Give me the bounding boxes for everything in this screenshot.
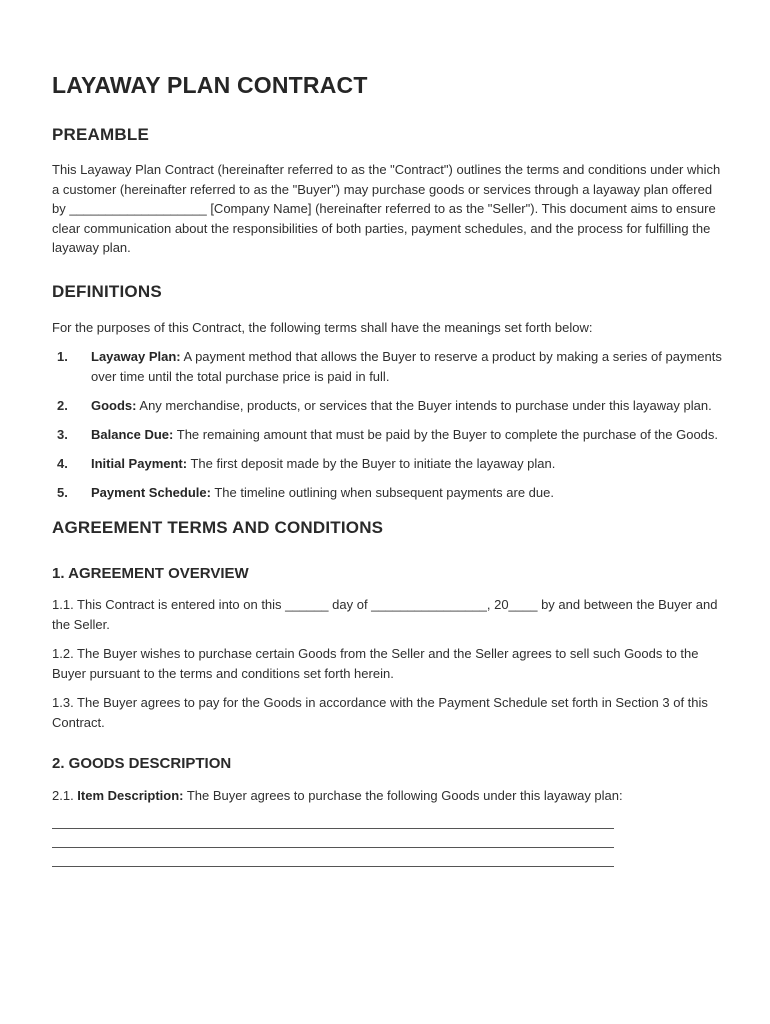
definition-term: Goods:	[91, 397, 137, 413]
definition-text: A payment method that allows the Buyer to reserve a product by making a series of payments over time until the total purchase price is paid in full.	[91, 349, 722, 384]
definition-number: 3.	[57, 426, 68, 442]
preamble-heading: PREAMBLE	[52, 125, 149, 144]
definition-item	[52, 347, 722, 386]
contract-page	[52, 70, 722, 867]
clause-term: Item Description:	[77, 788, 184, 803]
definition-item	[52, 425, 722, 445]
clause-1-1: 1.1. This Contract is entered into on this ______ day of ________________, 20____ by and between the Buyer and the Seller.	[52, 597, 718, 632]
clause-number: 2.1.	[52, 788, 78, 803]
definition-term: Initial Payment:	[91, 455, 188, 471]
goods-description-heading: 2. GOODS DESCRIPTION	[52, 755, 232, 772]
preamble-text: This Layaway Plan Contract (hereinafter referred to as the "Contract") outlines the terms and conditions under which a customer (hereinafter referred to as the "Buyer") may purchase goods or services through a layaway plan offered by ___________________ [Company Name] (hereinafter referred to as the "Seller"). This document aims to ensure clear communication about the responsibilities of both parties, payment schedules, and the process for fulfilling the layaway plan.	[52, 162, 721, 255]
definition-term: Balance Due:	[91, 426, 174, 442]
definition-term: Layaway Plan:	[91, 349, 181, 364]
definitions-heading: DEFINITIONS	[52, 281, 162, 301]
clause-2-1	[52, 786, 722, 806]
clause-1-3: 1.3. The Buyer agrees to pay for the Goods in accordance with the Payment Schedule set forth in Section 3 of this Contract.	[52, 695, 708, 730]
definitions-intro: For the purposes of this Contract, the following terms shall have the meanings set forth below:	[52, 319, 593, 335]
definition-number: 1.	[57, 349, 68, 364]
definition-text: The timeline outlining when subsequent payments are due.	[210, 484, 554, 500]
definition-number: 5.	[57, 484, 68, 500]
definition-item	[52, 454, 722, 474]
definition-text: The remaining amount that must be paid by the Buyer to complete the purchase of the Goods.	[173, 426, 719, 442]
definition-number: 4.	[57, 455, 68, 471]
definitions-list	[52, 347, 722, 502]
clause-text: The Buyer agrees to purchase the following Goods under this layaway plan:	[183, 788, 623, 803]
clause-1-2: 1.2. The Buyer wishes to purchase certain Goods from the Seller and the Seller agrees to sell such Goods to the Buyer pursuant to the terms and conditions set forth herein.	[52, 646, 699, 681]
fill-in-line[interactable]	[52, 829, 614, 848]
agreement-heading: AGREEMENT TERMS AND CONDITIONS	[52, 518, 384, 537]
document-title: LAYAWAY PLAN CONTRACT	[52, 72, 368, 98]
fill-in-line[interactable]	[52, 810, 614, 829]
definition-text: The first deposit made by the Buyer to initiate the layaway plan.	[187, 455, 556, 471]
item-description-blanks	[52, 810, 722, 867]
definition-text: Any merchandise, products, or services that the Buyer intends to purchase under this layaway plan.	[136, 397, 712, 413]
definition-item	[52, 396, 722, 416]
definition-number: 2.	[57, 397, 68, 413]
definition-term: Payment Schedule:	[91, 484, 211, 500]
fill-in-line[interactable]	[52, 848, 614, 867]
agreement-overview-heading: 1. AGREEMENT OVERVIEW	[52, 565, 249, 582]
definition-item	[52, 483, 722, 503]
